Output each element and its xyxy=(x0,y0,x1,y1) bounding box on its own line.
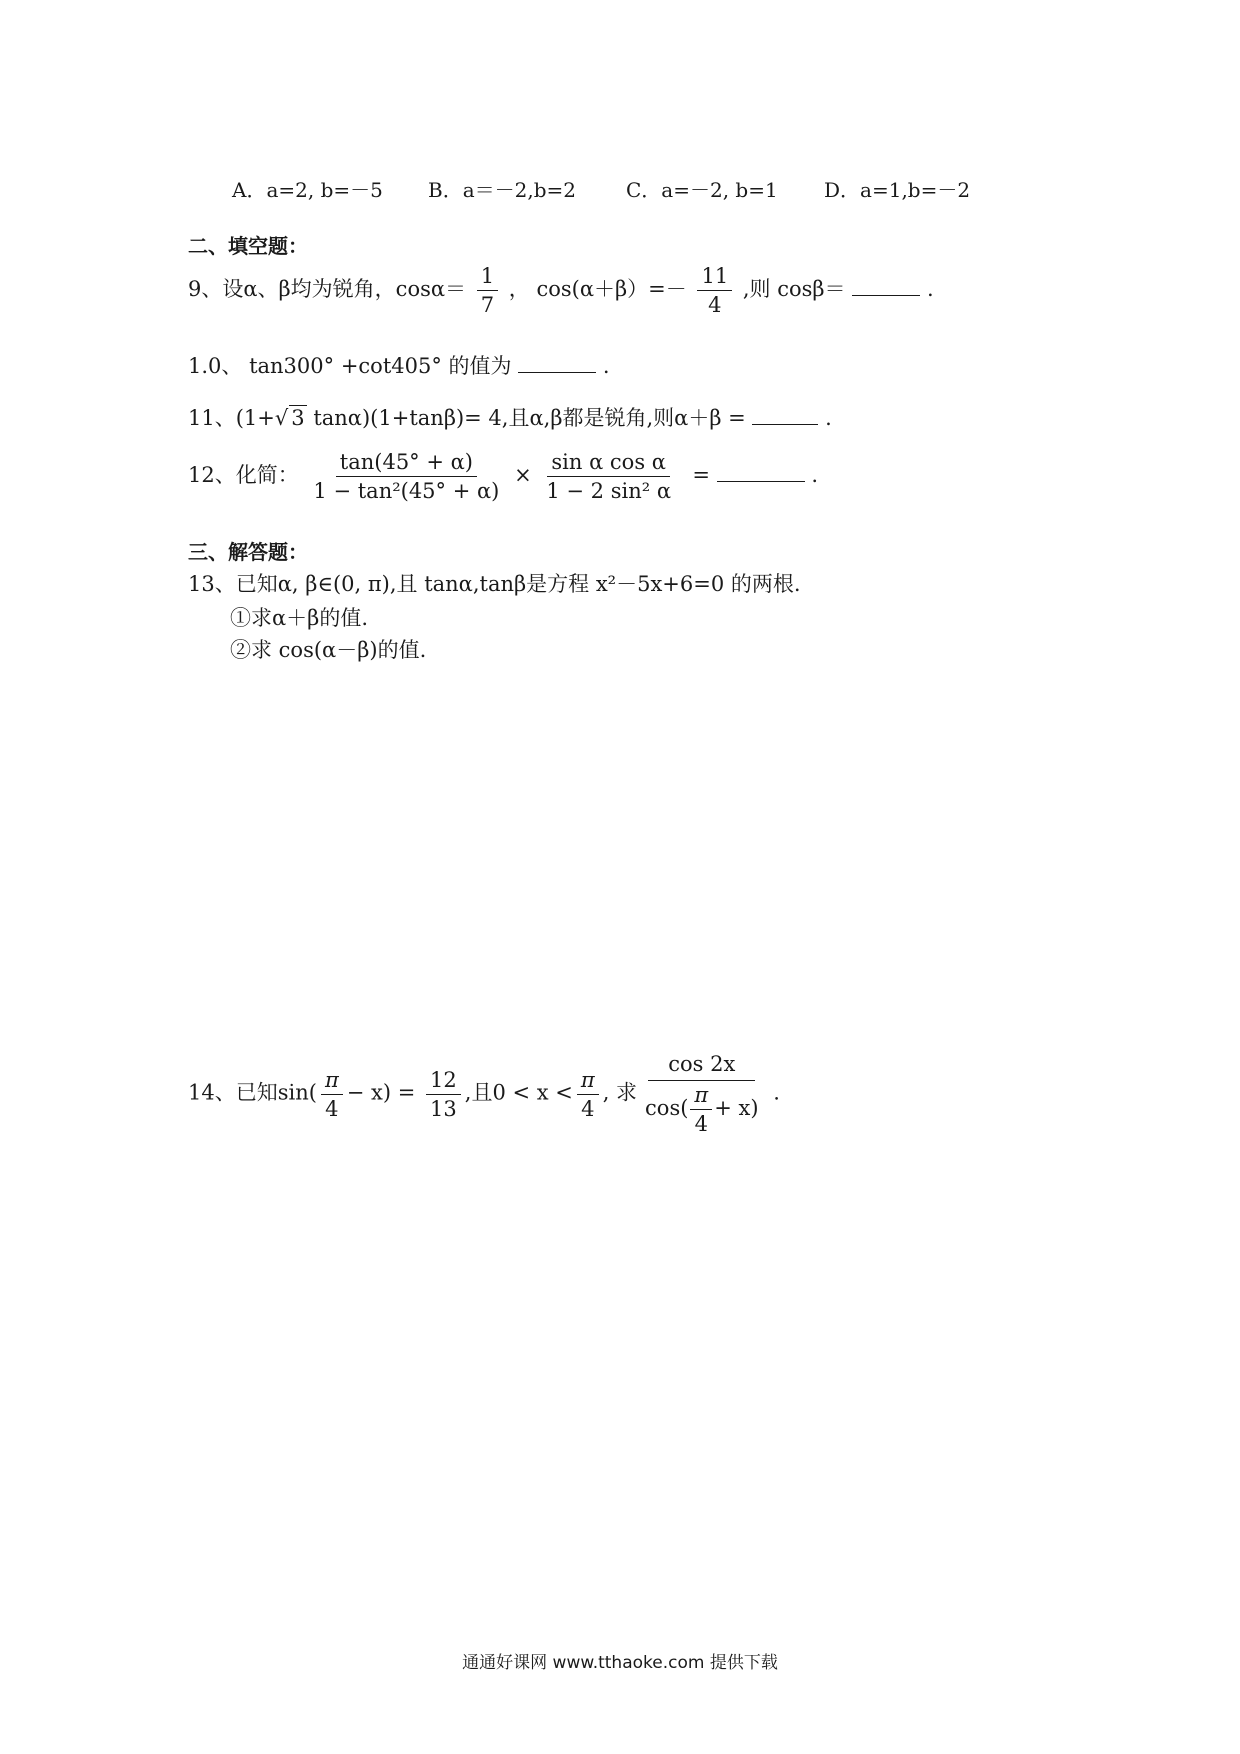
radical-icon: √ xyxy=(274,406,289,430)
q9-end: . xyxy=(926,277,934,302)
q9-fraction-2 xyxy=(697,264,732,317)
q12-fraction-2 xyxy=(542,450,675,503)
q14-sin-open: sin( xyxy=(277,1080,317,1105)
option-a: A．a=2, b=－5 xyxy=(232,178,383,202)
question-12 xyxy=(188,450,818,503)
q12-frac1-num: tan(45° + α) xyxy=(336,450,477,477)
q14-cond-pi-over-4 xyxy=(577,1068,599,1121)
q14-frac-den: 13 xyxy=(430,1096,457,1121)
q14-cond-prefix: ,且0 < x < xyxy=(464,1080,573,1105)
q12-times: × xyxy=(514,463,532,488)
q9-mid: ， cos(α＋β）=－ xyxy=(508,277,687,302)
q14-target-four: 4 xyxy=(694,1112,709,1137)
q11-answer-blank xyxy=(752,408,818,425)
q14-cond-pi: π xyxy=(577,1068,599,1095)
section-3-heading: 三、解答题： xyxy=(188,540,308,564)
page-footer: 通通好课网 www.tthaoke.com 提供下载 xyxy=(462,1653,778,1673)
q10-answer-blank xyxy=(518,356,596,373)
q12-answer-blank xyxy=(717,465,805,482)
q9-fraction-1 xyxy=(477,264,498,317)
q12-frac2-num: sin α cos α xyxy=(547,450,670,477)
question-10 xyxy=(188,350,610,380)
q12-fraction-1 xyxy=(309,450,503,503)
q12-end: . xyxy=(811,463,819,488)
option-b: B．a＝－2,b=2 xyxy=(428,178,576,202)
q11-prefix: 11、(1+ xyxy=(188,406,275,430)
q10-text: 1.0、 tan300° +cot405° 的值为 xyxy=(188,354,512,378)
question-11 xyxy=(188,402,832,432)
q14-target-fraction xyxy=(641,1052,763,1136)
q14-cond-four: 4 xyxy=(581,1096,595,1121)
question-14 xyxy=(188,1052,780,1136)
q14-cond-suffix: , 求 xyxy=(602,1080,638,1105)
q12-frac2-den: 1 − 2 sin² α xyxy=(546,479,671,504)
section-2-heading: 二、填空题： xyxy=(188,234,308,258)
q11-sqrt-value: 3 xyxy=(291,406,305,430)
q14-minus-x: − x) = xyxy=(346,1080,416,1105)
q9-frac2-num: 11 xyxy=(697,264,732,291)
q14-pi: π xyxy=(321,1068,343,1095)
question-13: 13、已知α, β∈(0, π),且 tanα,tanβ是方程 x²－5x+6=0 的两根. xyxy=(188,572,801,596)
option-c: C．a=－2, b=1 xyxy=(626,178,778,202)
q14-pi-over-4 xyxy=(321,1068,343,1121)
q9-frac1-num: 1 xyxy=(477,264,498,291)
q14-target-pi-over-4 xyxy=(690,1083,712,1136)
q9-prefix: 9、设α、β均为锐角，cosα＝ xyxy=(188,277,467,302)
q14-frac-num: 12 xyxy=(426,1068,461,1095)
q14-target-den-close: + x) xyxy=(714,1096,759,1121)
q9-frac2-den: 4 xyxy=(708,293,722,318)
q14-end: . xyxy=(773,1080,780,1105)
q14-prefix: 14、已知 xyxy=(188,1080,278,1105)
q13-part-2: ②求 cos(α－β)的值. xyxy=(230,638,427,662)
q11-end: . xyxy=(825,406,832,430)
q14-target-pi: π xyxy=(690,1083,712,1110)
q12-equals: = xyxy=(692,463,710,488)
q14-four: 4 xyxy=(325,1096,339,1121)
q12-frac1-den: 1 − tan²(45° + α) xyxy=(313,479,500,504)
q11-suffix: tanα)(1+tanβ)= 4,且α,β都是锐角,则α＋β = xyxy=(313,406,746,430)
q14-target-den-open: cos( xyxy=(645,1096,689,1121)
option-d: D．a=1,b=－2 xyxy=(824,178,971,202)
q14-value-fraction xyxy=(426,1068,461,1121)
q9-suffix: ,则 cosβ＝ xyxy=(742,277,846,302)
q10-end: . xyxy=(602,354,610,378)
q9-answer-blank xyxy=(852,279,920,296)
q13-part-1: ①求α＋β的值. xyxy=(230,606,368,630)
question-9 xyxy=(188,264,934,317)
q14-target-num: cos 2x xyxy=(648,1052,755,1081)
q14-target-den xyxy=(641,1081,763,1136)
q9-frac1-den: 7 xyxy=(480,293,495,318)
q12-prefix: 12、化简： xyxy=(188,463,299,488)
